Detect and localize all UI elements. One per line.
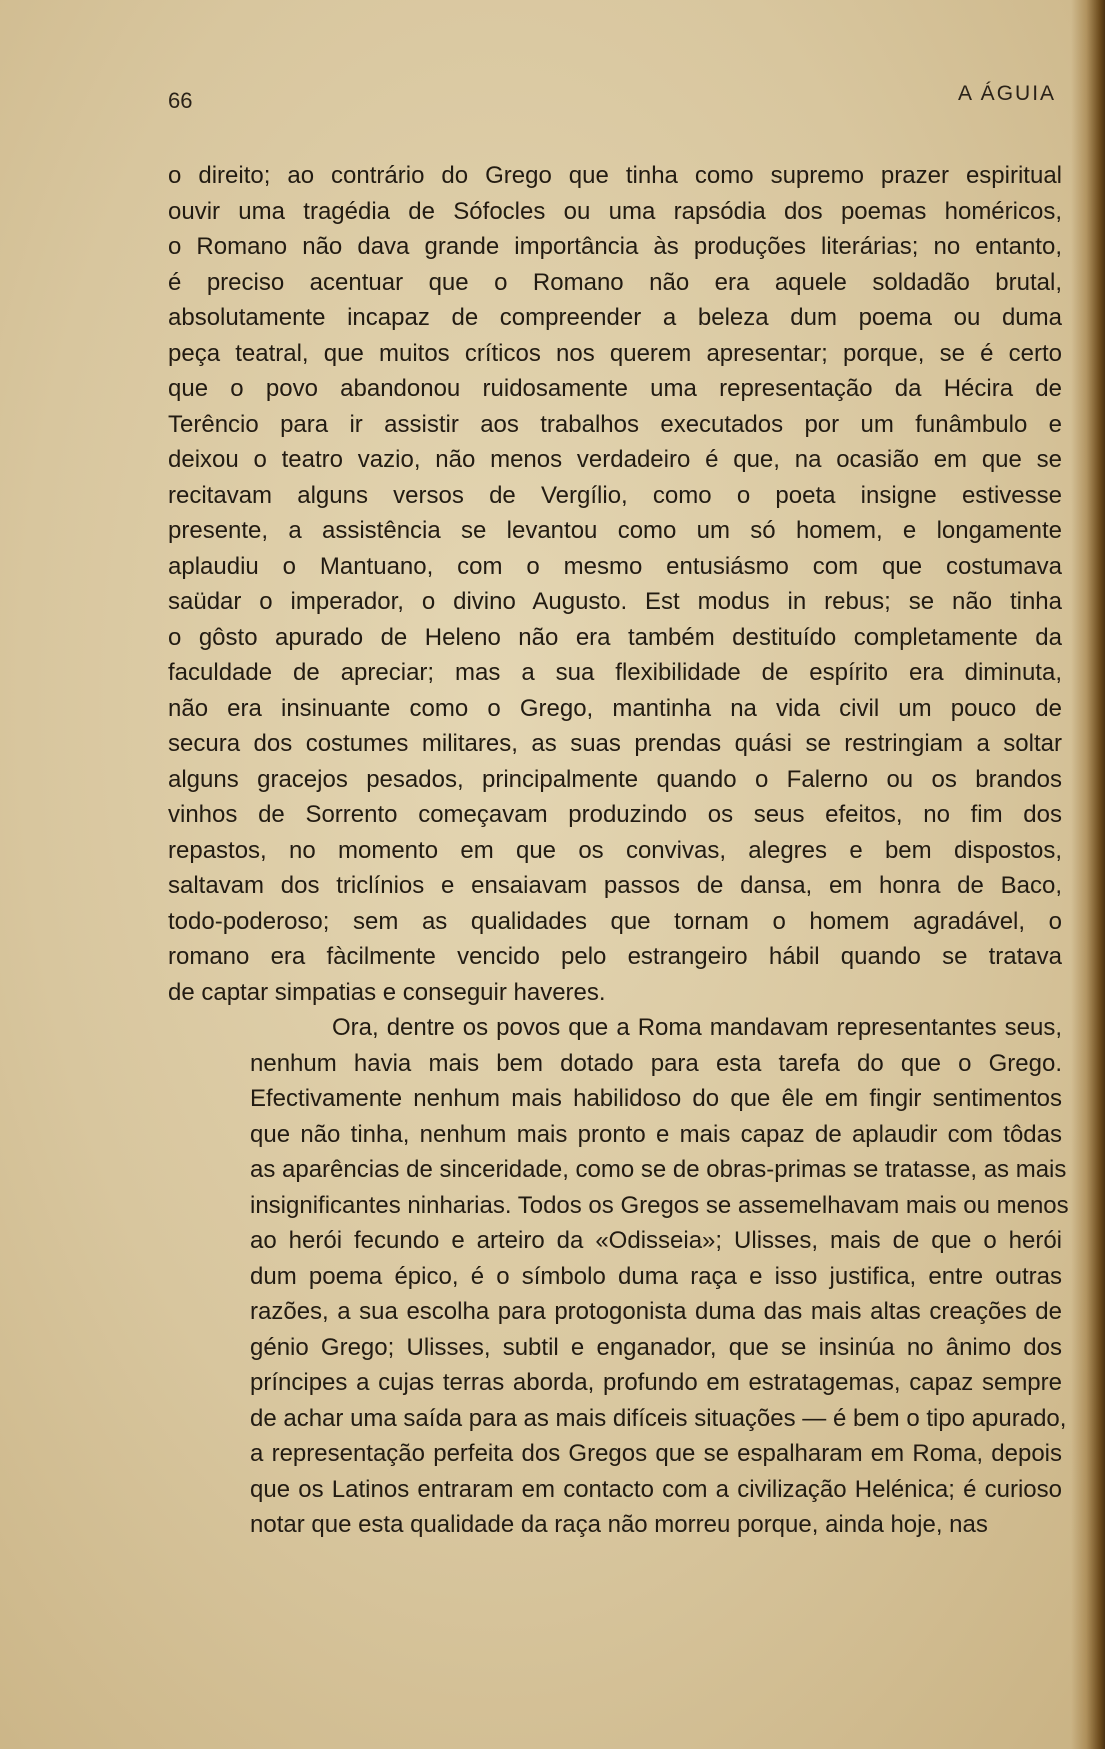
paragraph — [168, 1010, 1069, 1543]
text-line: Ora, dentre os povos que a Roma mandavam representantes seus, — [332, 1014, 1062, 1041]
text-line: que o povo abandonou ruidosamente uma representação da Hécira de — [168, 375, 1062, 402]
text-line: génio Grego; Ulisses, subtil e enganador, que se insinúa no ânimo dos — [250, 1333, 1062, 1361]
text-line: as aparências de sinceridade, como se de obras-primas se tratasse, as mais — [250, 1156, 1067, 1183]
text-line: Terêncio para ir assistir aos trabalhos executados por um funâmbulo e — [168, 410, 1062, 438]
text-line: repastos, no momento em que os convivas, alegres e bem dispostos, — [168, 836, 1062, 864]
text-line: absolutamente incapaz de compreender a beleza dum poema ou duma — [168, 304, 1062, 331]
text-line: o direito; ao contrário do Grego que tinha como supremo prazer espiritual — [168, 162, 1062, 189]
paragraph — [168, 158, 1062, 1010]
text-line: que não tinha, nenhum mais pronto e mais capaz de aplaudir com tôdas — [250, 1120, 1062, 1148]
text-line: de achar uma saída para as mais difíceis situações — é bem o tipo apurado, — [250, 1404, 1067, 1432]
text-line: o gôsto apurado de Heleno não era também destituído completamente da — [168, 623, 1062, 651]
text-line: insignificantes ninharias. Todos os Gregos se assemelhavam mais ou menos — [250, 1191, 1069, 1219]
text-line: não era insinuante como o Grego, mantinha na vida civil um pouco de — [168, 694, 1062, 722]
text-line: secura dos costumes militares, as suas prendas quási se restringiam a soltar — [168, 730, 1062, 757]
text-line: faculdade de apreciar; mas a sua flexibilidade de espírito era diminuta, — [168, 659, 1062, 686]
text-line: ao herói fecundo e arteiro da «Odisseia»; Ulisses, mais de que o herói — [250, 1227, 1062, 1254]
page-edge-shadow — [1071, 0, 1105, 1749]
text-line: deixou o teatro vazio, não menos verdadeiro é que, na ocasião em que se — [168, 446, 1062, 473]
text-line: saltavam dos triclínios e ensaiavam passos de dansa, em honra de Baco, — [168, 872, 1062, 899]
text-line: recitavam alguns versos de Vergílio, como o poeta insigne estivesse — [168, 481, 1062, 509]
text-line: presente, a assistência se levantou como um só homem, e longamente — [168, 517, 1062, 544]
text-line: dum poema épico, é o símbolo duma raça e isso justifica, entre outras — [250, 1262, 1062, 1290]
text-line: saüdar o imperador, o divino Augusto. Est modus in rebus; se não tinha — [168, 588, 1062, 615]
running-title: A ÁGUIA — [958, 82, 1057, 105]
text-line: príncipes a cujas terras aborda, profundo em estratagemas, capaz sempre — [250, 1369, 1062, 1396]
text-line: ouvir uma tragédia de Sófocles ou uma rapsódia dos poemas homéricos, — [168, 197, 1062, 225]
text-line: de captar simpatias e conseguir haveres. — [168, 978, 606, 1006]
text-line: vinhos de Sorrento começavam produzindo os seus efeitos, no fim dos — [168, 801, 1062, 828]
text-line: todo-poderoso; sem as qualidades que tornam o homem agradável, o — [168, 907, 1062, 935]
text-line: nenhum havia mais bem dotado para esta tarefa do que o Grego. — [250, 1049, 1062, 1077]
text-line: que os Latinos entraram em contacto com a civilização Helénica; é curioso — [250, 1475, 1062, 1503]
text-line: peça teatral, que muitos críticos nos querem apresentar; porque, se é certo — [168, 339, 1062, 367]
text-line: aplaudiu o Mantuano, com o mesmo entusiásmo com que costumava — [168, 552, 1062, 580]
page-number: 66 — [168, 88, 193, 113]
text-line: romano era fàcilmente vencido pelo estrangeiro hábil quando se tratava — [168, 943, 1062, 970]
text-line: alguns gracejos pesados, principalmente quando o Falerno ou os brandos — [168, 765, 1062, 793]
text-line: é preciso acentuar que o Romano não era aquele soldadão brutal, — [168, 268, 1062, 296]
text-line: razões, a sua escolha para protogonista duma das mais altas creações de — [250, 1298, 1062, 1325]
body-text — [168, 158, 1069, 1543]
text-line: Efectivamente nenhum mais habilidoso do que êle em fingir sentimentos — [250, 1085, 1062, 1112]
text-line: notar que esta qualidade da raça não morreu porque, ainda hoje, nas — [250, 1511, 988, 1538]
text-line: a representação perfeita dos Gregos que se espalharam em Roma, depois — [250, 1440, 1062, 1467]
text-line: o Romano não dava grande importância às produções literárias; no entanto, — [168, 233, 1062, 260]
